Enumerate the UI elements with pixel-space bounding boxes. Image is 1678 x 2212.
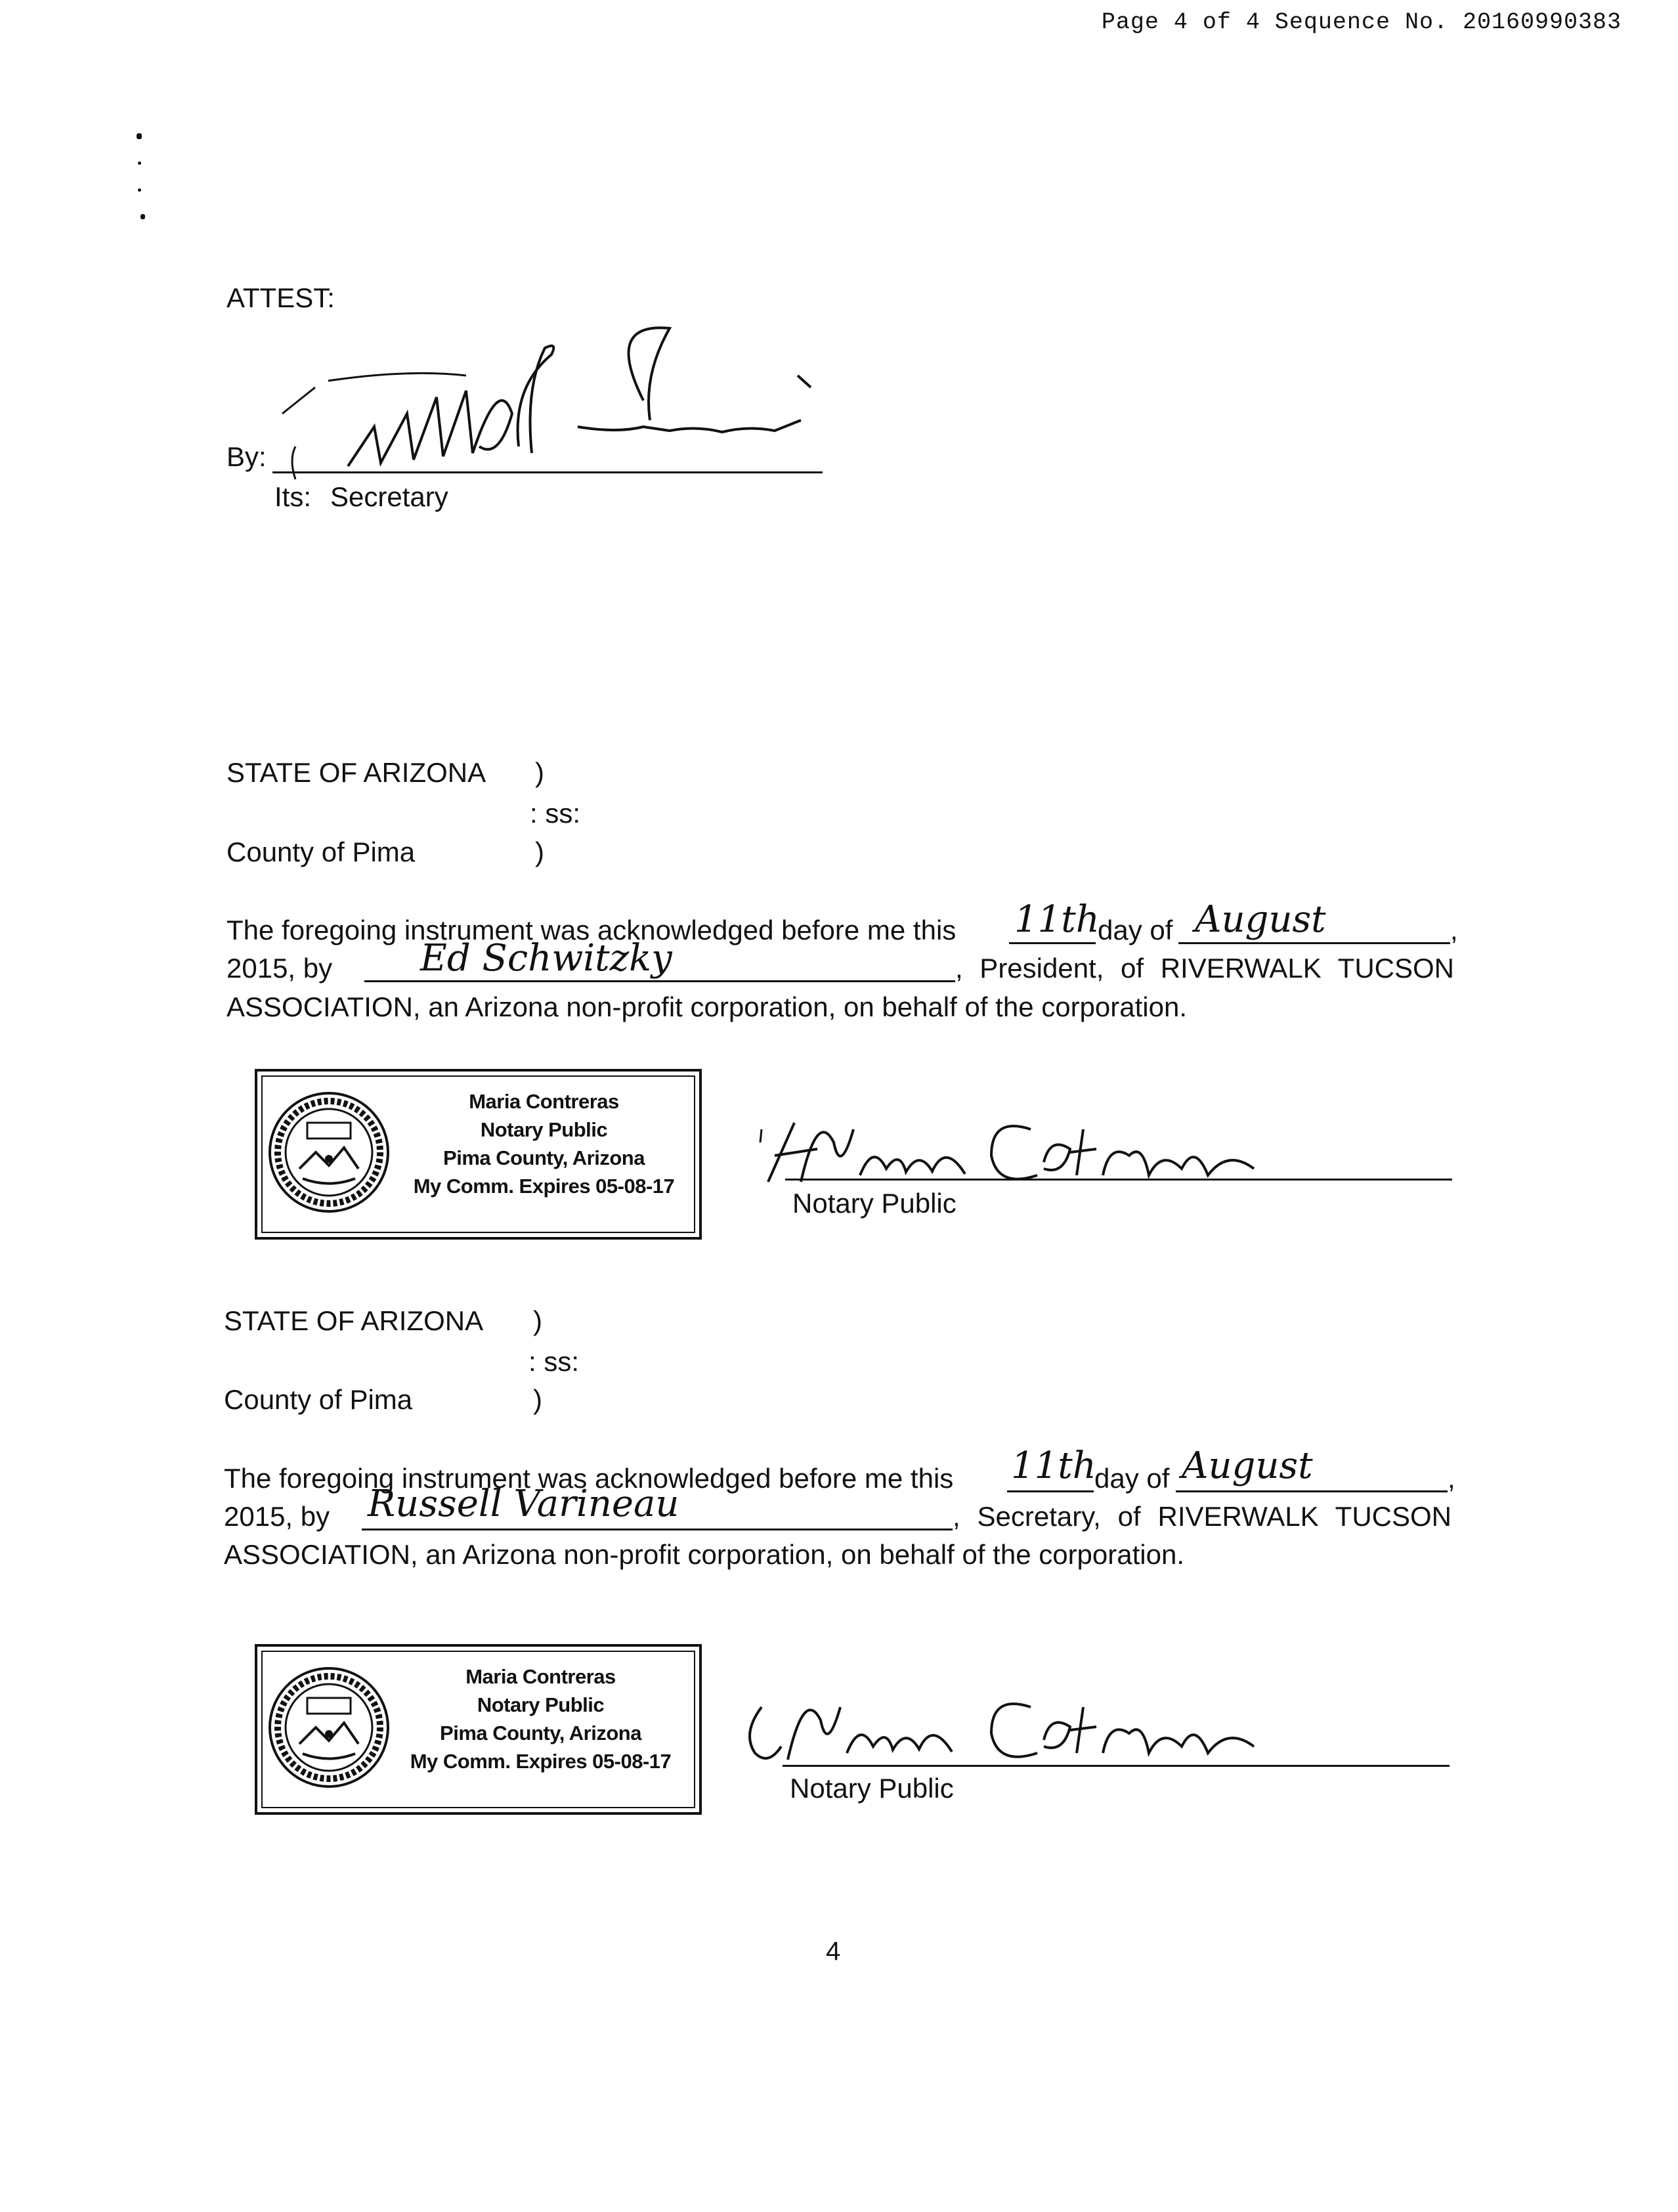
signature-line <box>785 1179 1452 1181</box>
attest-title: ATTEST: <box>226 282 335 313</box>
ack-text <box>955 953 1454 984</box>
month-line <box>1176 1490 1448 1492</box>
ack-text <box>953 1501 1452 1532</box>
day-value: 11th <box>1011 1444 1096 1487</box>
name-value: Ed Schwitzky <box>420 937 672 980</box>
month-value: August <box>1182 1444 1313 1487</box>
ack-text: ASSOCIATION, an Arizona non-profit corporation, on behalf of the corporation. <box>226 991 1188 1022</box>
ack-text: ASSOCIATION, an Arizona non-profit corporation, on behalf of the corporation. <box>224 1539 1185 1570</box>
stamp-expiry: My Comm. Expires 05-08-17 <box>413 1175 675 1198</box>
stamp-expiry: My Comm. Expires 05-08-17 <box>410 1750 672 1773</box>
notary-signature <box>755 1103 1346 1188</box>
signature-line <box>783 1765 1450 1767</box>
margin-mark <box>137 133 142 139</box>
its-label: Its: <box>274 481 312 512</box>
stamp-text <box>395 1087 693 1200</box>
its-value: Secretary <box>330 481 448 512</box>
page-number: 4 <box>826 1937 841 1966</box>
notary-label: Notary Public <box>790 1773 954 1804</box>
notary-stamp <box>255 1644 702 1815</box>
month-value: August <box>1195 898 1326 941</box>
stamp-text <box>389 1662 693 1775</box>
venue-ss: : ss: <box>528 1346 580 1377</box>
notary-stamp <box>255 1069 702 1240</box>
venue-paren: ) <box>535 757 544 788</box>
page-header: Page 4 of 4 Sequence No. 20160990383 <box>1101 9 1622 35</box>
month-line <box>1178 942 1450 944</box>
venue-county: County of Pima <box>226 836 416 867</box>
notary-label: Notary Public <box>792 1188 957 1219</box>
ack-text: 2015, by <box>224 1501 330 1532</box>
margin-mark <box>140 214 145 219</box>
arizona-seal-icon <box>267 1665 391 1790</box>
venue-paren: ) <box>535 836 544 867</box>
day-line <box>1009 942 1096 944</box>
day-label: day of <box>1098 915 1173 945</box>
ack-text: The foregoing instrument was acknowledged before me this <box>224 1463 954 1494</box>
venue-paren: ) <box>533 1384 542 1415</box>
day-line <box>1007 1490 1094 1492</box>
day-label: day of <box>1094 1463 1170 1494</box>
venue-state: STATE OF ARIZONA <box>226 757 486 788</box>
ack-text-line: , Secretary, of RIVERWALK TUCSON <box>953 1501 1452 1532</box>
margin-mark <box>138 188 141 192</box>
day-value: 11th <box>1014 898 1100 941</box>
venue-state: STATE OF ARIZONA <box>224 1305 484 1336</box>
comma: , <box>1450 915 1458 945</box>
venue-paren: ) <box>533 1305 542 1336</box>
stamp-title: Notary Public <box>477 1693 605 1716</box>
secretary-signature <box>276 315 880 492</box>
comma: , <box>1448 1463 1455 1494</box>
arizona-seal-icon <box>267 1090 391 1215</box>
name-line <box>364 980 955 982</box>
stamp-title: Notary Public <box>480 1118 608 1141</box>
notary-signature <box>742 1681 1333 1773</box>
venue-county: County of Pima <box>224 1384 413 1415</box>
ack-text-line: , President, of RIVERWALK TUCSON <box>955 953 1454 984</box>
stamp-name: Maria Contreras <box>465 1665 616 1688</box>
ack-text: 2015, by <box>226 953 333 984</box>
stamp-county: Pima County, Arizona <box>440 1722 641 1745</box>
by-label: By: <box>226 441 267 472</box>
margin-mark <box>138 162 141 165</box>
name-line <box>362 1529 953 1530</box>
stamp-county: Pima County, Arizona <box>443 1146 645 1169</box>
name-value: Russell Varineau <box>368 1483 679 1525</box>
stamp-name: Maria Contreras <box>469 1090 619 1113</box>
ack-text: The foregoing instrument was acknowledged before me this <box>226 915 957 945</box>
venue-ss: : ss: <box>530 798 581 829</box>
